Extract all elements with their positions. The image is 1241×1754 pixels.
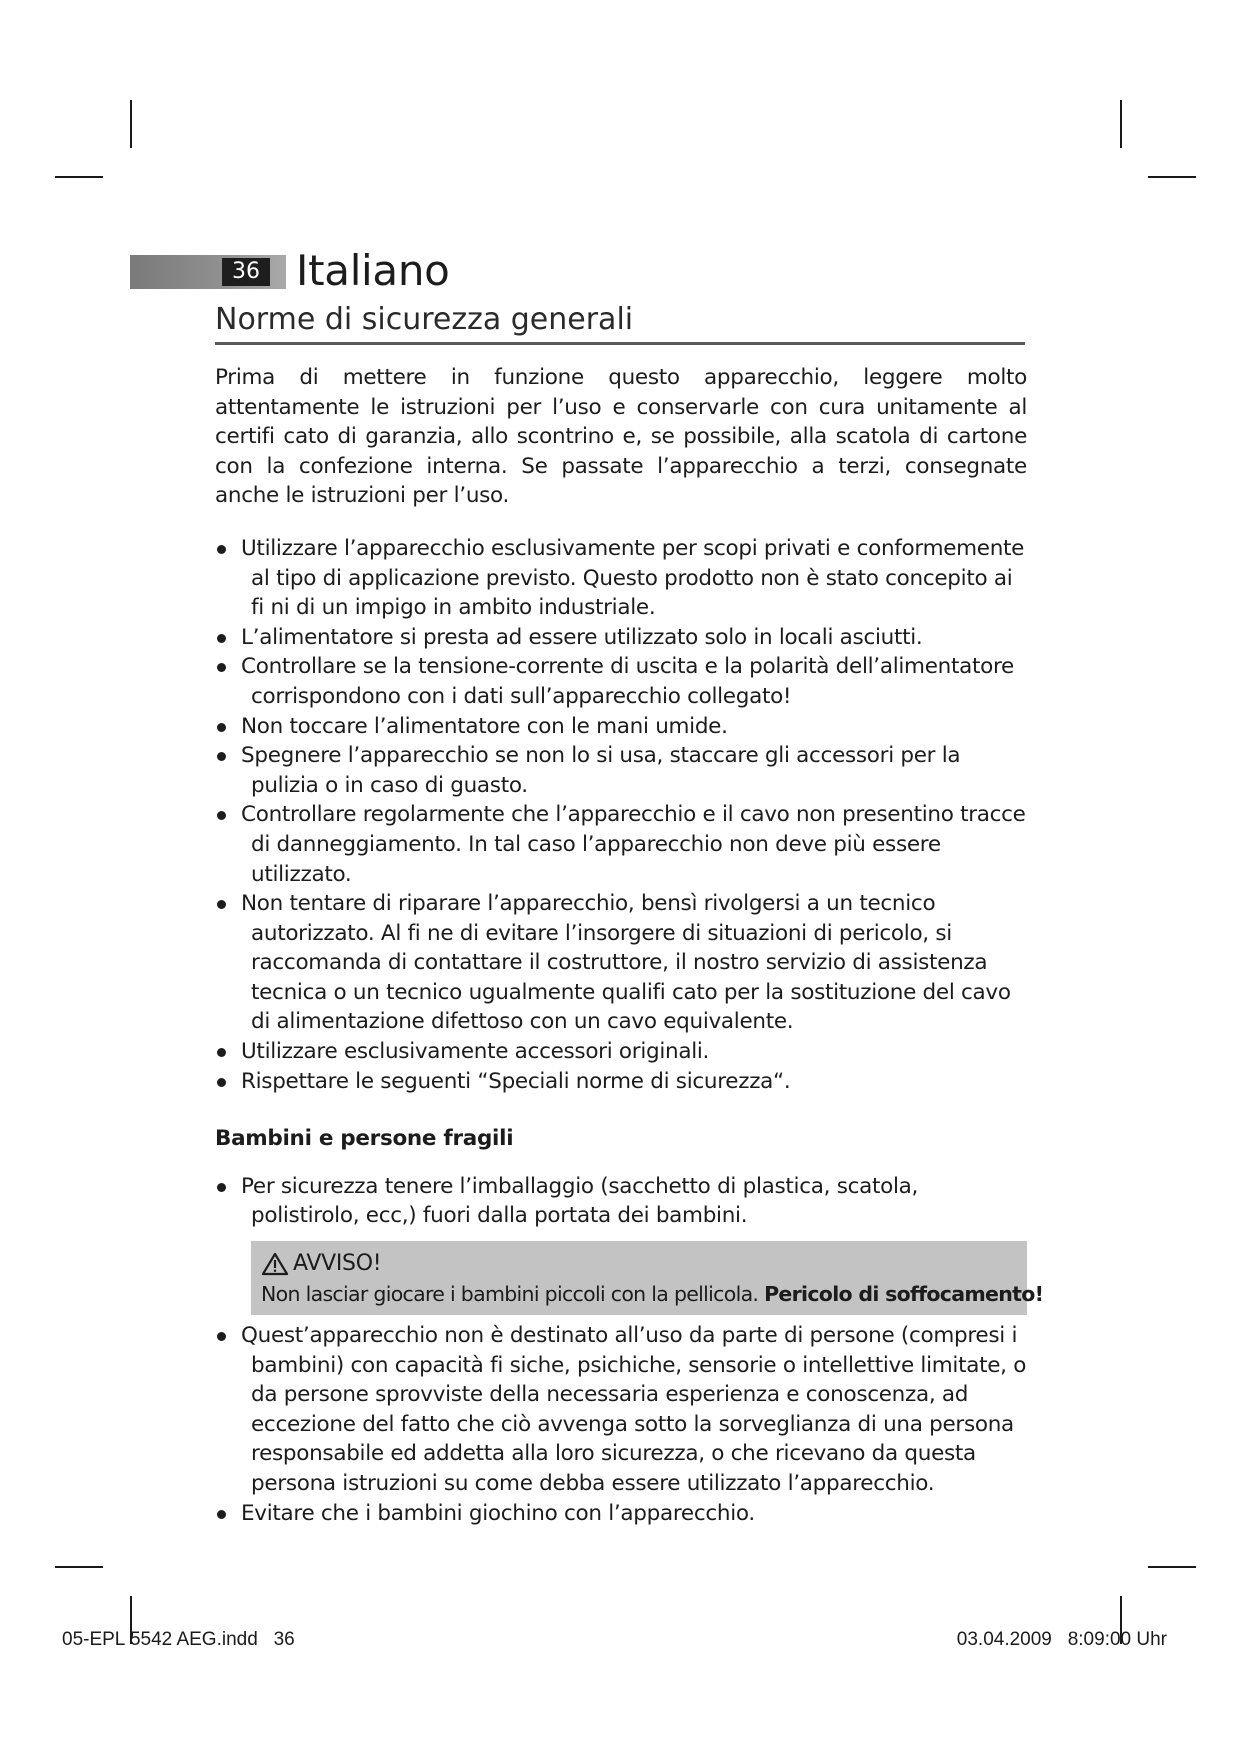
- list-item: Spegnere l’apparecchio se non lo si usa, staccare gli accessori per la pulizia o in caso di guasto.: [215, 741, 1027, 800]
- children-list-before: [215, 1172, 1027, 1231]
- intro-paragraph: Prima di mettere in funzione questo apparecchio, leggere molto attentamente le istruzioni per l’uso e conservarle con cura unitamente al certifi cato di garanzia, allo scontrino e, se possibile, alla scatola di cartone con la confezione interna. Se passate l’apparecchio a terzi, consegnate anche le istruzioni per l’uso.: [215, 365, 1027, 509]
- crop-mark: [1148, 1566, 1196, 1568]
- warning-text: Non lasciar giocare i bambini piccoli con la pellicola. Pericolo di soffocamento!: [261, 1282, 1044, 1307]
- page-content: [215, 363, 1044, 1528]
- list-item: Rispettare le seguenti “Speciali norme di sicurezza“.: [215, 1067, 1027, 1097]
- list-item: L’alimentatore si presta ad essere utilizzato solo in locali asciutti.: [215, 623, 1027, 653]
- list-item: Quest’apparecchio non è destinato all’uso da parte di persone (compresi i bambini) con capacità fi siche, psichiche, sensorie o intellettive limitate, o da persone sprovviste della necessaria esperienza e conoscenza, ad eccezione del fatto che ciò avvenga sotto la sorveglianza di una persona responsabile ed addetta alla loro sicurezza, o che ricevano da questa persona istruzioni su come debba essere utilizzato l’apparecchio.: [215, 1321, 1027, 1499]
- list-item: Non tentare di riparare l’apparecchio, bensì rivolgersi a un tecnico autorizzato. Al fi ne di evitare l’insorgere di situazioni di pericolo, si raccomanda di contattare il costruttore, il nostro servizio di assistenza tecnica o un tecnico ugualmente qualifi cato per la sostituzione del cavo di alimentazione difettoso con un cavo equivalente.: [215, 889, 1027, 1037]
- page-number: 36: [222, 258, 270, 286]
- footer-timestamp: 03.04.2009 8:09:00 Uhr: [956, 1629, 1167, 1650]
- crop-mark: [55, 1566, 103, 1568]
- section-title: Norme di sicurezza generali: [215, 302, 634, 337]
- list-item: Controllare regolarmente che l’apparecchio e il cavo non presentino tracce di danneggiamento. In tal caso l’apparecchio non deve più essere utilizzato.: [215, 800, 1027, 889]
- list-item: Per sicurezza tenere l’imballaggio (sacchetto di plastica, scatola, polistirolo, ecc,) fuori dalla portata dei bambini.: [215, 1172, 1027, 1231]
- list-item: Non toccare l’alimentatore con le mani umide.: [215, 712, 1027, 742]
- list-item: Evitare che i bambini giochino con l’apparecchio.: [215, 1499, 1027, 1529]
- warning-title: AVVISO!: [293, 1251, 382, 1277]
- footer-file-info: 05-EPL 5542 AEG.indd 36: [62, 1629, 295, 1650]
- title-rule: [215, 342, 1025, 345]
- warning-box: [251, 1241, 1044, 1315]
- crop-mark: [1120, 100, 1122, 148]
- crop-mark: [1148, 176, 1196, 178]
- list-item: Controllare se la tensione-corrente di uscita e la polarità dell’alimentatore corrispondono con i dati sull’apparecchio collegato!: [215, 652, 1027, 711]
- crop-mark: [55, 176, 103, 178]
- crop-mark: [130, 100, 132, 148]
- language-title: Italiano: [296, 246, 450, 295]
- warning-emphasis: Pericolo di soffocamento!: [764, 1282, 1044, 1307]
- general-safety-list: [215, 534, 1027, 1096]
- list-item: Utilizzare l’apparecchio esclusivamente per scopi privati e conformemente al tipo di applicazione previsto. Questo prodotto non è stato concepito ai fi ni di un impigo in ambito industriale.: [215, 534, 1027, 623]
- children-heading: Bambini e persone fragili: [215, 1126, 514, 1152]
- list-item: Utilizzare esclusivamente accessori originali.: [215, 1037, 1027, 1067]
- warning-triangle-icon: [261, 1252, 289, 1276]
- children-list-after: [215, 1321, 1027, 1528]
